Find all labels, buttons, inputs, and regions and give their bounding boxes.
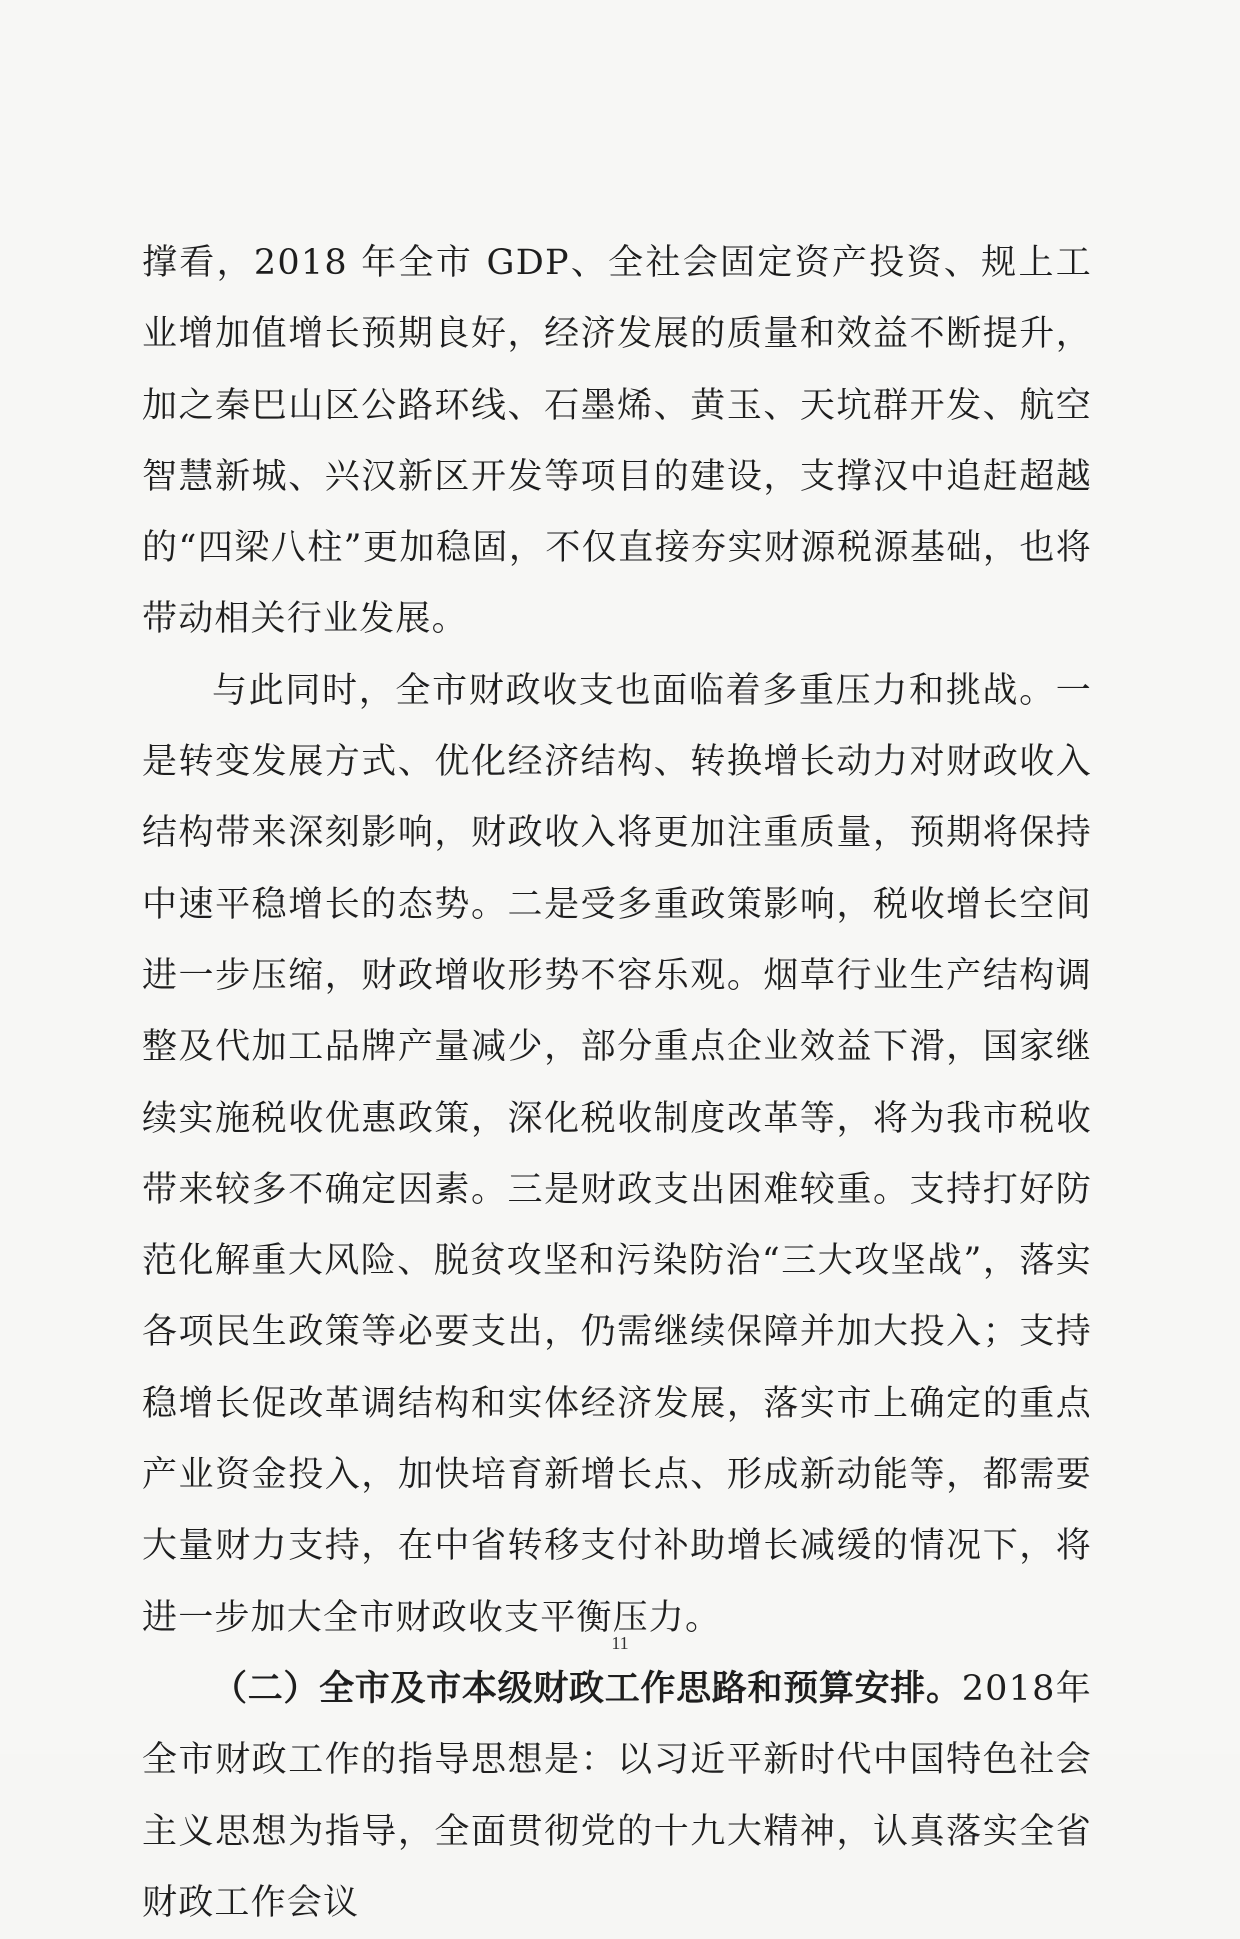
document-body [142,228,1092,1939]
page-number: 11 [611,1633,629,1653]
paragraph-work-plan [142,1654,1092,1939]
section-heading: （二）全市及市本级财政工作思路和预算安排。 [212,1668,962,1709]
paragraph-pressures: 与此同时，全市财政收支也面临着多重压力和挑战。一是转变发展方式、优化经济结构、转换增长动力对财政收入结构带来深刻影响，财政收入将更加注重质量，预期将保持中速平稳增长的态势。二是受多重政策影响，税收增长空间进一步压缩，财政增收形势不容乐观。烟草行业生产结构调整及代加工品牌产量减少，部分重点企业效益下滑，国家继续实施税收优惠政策，深化税收制度改革等，将为我市税收带来较多不确定因素。三是财政支出困难较重。支持打好防范化解重大风险、脱贫攻坚和污染防治“三大攻坚战”，落实各项民生政策等必要支出，仍需继续保障并加大投入；支持稳增长促改革调结构和实体经济发展，落实市上确定的重点产业资金投入，加快培育新增长点、形成新动能等，都需要大量财力支持，在中省转移支付补助增长减缓的情况下，将进一步加大全市财政收支平衡压力。 [142,670,1092,1638]
paragraph-continued: 撑看，2018 年全市 GDP、全社会固定资产投资、规上工业增加值增长预期良好，经济发展的质量和效益不断提升，加之秦巴山区公路环线、石墨烯、黄玉、天坑群开发、航空智慧新城、兴汉新区开发等项目的建设，支撑汉中追赶超越的“四梁八柱”更加稳固，不仅直接夯实财源税源基础，也将带动相关行业发展。 [142,243,1092,640]
section-body: 2018年全市财政工作的指导思想是：以习近平新时代中国特色社会主义思想为指导，全面贯彻党的十九大精神，认真落实全省财政工作会议 [142,1668,1092,1923]
